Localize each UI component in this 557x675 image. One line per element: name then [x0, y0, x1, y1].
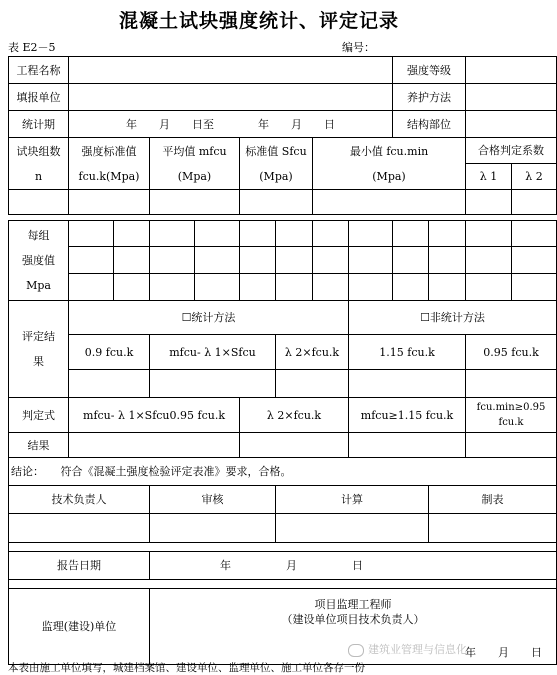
- evaluation-1: 评定结: [22, 330, 55, 343]
- label-report-date: 报告日期: [9, 552, 150, 580]
- field-curing-method[interactable]: [466, 84, 557, 111]
- row-supervision: [9, 589, 557, 665]
- label-group-count: [9, 138, 69, 190]
- form-code: 表 E2－5: [8, 41, 56, 54]
- label-formula: 判定式: [9, 398, 69, 433]
- watermark: 建筑业管理与信息化: [348, 641, 467, 657]
- row-eval-methods: [9, 301, 557, 335]
- field-reporting-unit[interactable]: [69, 84, 393, 111]
- eval-1.15fcuk: 1.15 fcu.k: [349, 335, 466, 370]
- row-eval-values: [9, 370, 557, 398]
- strength-each-1: 每组: [27, 229, 50, 242]
- group-count-text: 试块组数: [16, 144, 61, 158]
- strength-each-3: Mpa: [26, 279, 51, 292]
- std-value-unit: fcu.k(Mpa): [78, 169, 140, 183]
- supervisor-line-1: 项目监理工程师: [314, 598, 392, 611]
- nonstat-method-checkbox[interactable]: ☐非统计方法: [349, 301, 557, 335]
- field-structure-part[interactable]: [466, 111, 557, 138]
- value-lambda2[interactable]: [512, 190, 557, 215]
- row-report-date: [9, 552, 557, 580]
- field-review[interactable]: [150, 514, 276, 543]
- label-review: 审核: [150, 486, 276, 514]
- eval-0.95fcuk: 0.95 fcu.k: [466, 335, 557, 370]
- field-report-date[interactable]: 年 月 日: [150, 552, 557, 580]
- label-supervision-unit: 监理(建设)单位: [9, 589, 150, 665]
- formula-1: mfcu- λ 1×Sfcu0.95 fcu.k: [69, 398, 240, 433]
- label-lambda2: λ 2: [512, 164, 557, 190]
- stat-method-checkbox[interactable]: ☐统计方法: [69, 301, 349, 335]
- row-result: [9, 433, 557, 458]
- value-std[interactable]: [69, 190, 150, 215]
- label-strength-each: [9, 221, 69, 301]
- label-structure-part: 结构部位: [393, 111, 466, 138]
- label-reporting-unit: 填报单位: [9, 84, 69, 111]
- evaluation-2: 果: [33, 355, 44, 368]
- field-project-name[interactable]: [69, 57, 393, 84]
- min-value-text: 最小值 fcu.min: [349, 144, 429, 158]
- row-signatures: [9, 486, 557, 514]
- wechat-icon: [348, 644, 364, 657]
- field-tech-lead[interactable]: [9, 514, 150, 543]
- field-strength-grade[interactable]: [466, 57, 557, 84]
- field-stat-period[interactable]: 年 月 日至 年 月 日: [69, 111, 393, 138]
- label-lambda1: λ 1: [466, 164, 512, 190]
- formula-2: λ 2×fcu.k: [240, 398, 349, 433]
- row-strength-2: [9, 247, 557, 274]
- value-sd[interactable]: [240, 190, 313, 215]
- eval-l2fcuk: λ 2×fcu.k: [276, 335, 349, 370]
- value-lambda1[interactable]: [466, 190, 512, 215]
- row-conclusion: [9, 458, 557, 486]
- row-strength-3: [9, 274, 557, 301]
- row-reporting: [9, 84, 557, 111]
- label-curing-method: 养护方法: [393, 84, 466, 111]
- label-mean-value: [150, 138, 240, 190]
- row-stat-header: [9, 138, 557, 164]
- form-title: 混凝土试块强度统计、评定记录: [118, 10, 399, 32]
- label-min-value: [313, 138, 466, 190]
- supervisor-line-2: （建设单位项目技术负责人）: [281, 613, 425, 626]
- footer-note: 本表由施工单位填写，城建档案馆、建设单位、监理单位、施工单位各存一份: [8, 662, 365, 674]
- record-table: [8, 56, 557, 665]
- label-result: 结果: [9, 433, 69, 458]
- row-gap: [9, 543, 557, 552]
- sign-date: 年 月 日: [465, 646, 542, 659]
- value-min[interactable]: [313, 190, 466, 215]
- field-prepared[interactable]: [429, 514, 557, 543]
- label-tech-lead: 技术负责人: [9, 486, 150, 514]
- label-prepared: 制表: [429, 486, 557, 514]
- value-n[interactable]: [9, 190, 69, 215]
- label-std-value: [69, 138, 150, 190]
- min-value-unit: (Mpa): [372, 169, 406, 183]
- conclusion: 结论： 符合《混凝土强度检验评定表准》要求，合格。: [9, 458, 557, 486]
- std-value-text: 强度标准值: [81, 144, 137, 158]
- field-calc[interactable]: [276, 514, 429, 543]
- label-stat-period: 统计期: [9, 111, 69, 138]
- std-dev-unit: (Mpa): [259, 169, 293, 183]
- eval-0.9fcuk: 0.9 fcu.k: [69, 335, 150, 370]
- row-signature-fields: [9, 514, 557, 543]
- formula-4: fcu.min≥0.95 fcu.k: [466, 398, 557, 433]
- strength-each-2: 强度值: [22, 254, 55, 267]
- group-n: n: [34, 169, 43, 183]
- value-mean[interactable]: [150, 190, 240, 215]
- label-evaluation: [9, 301, 69, 398]
- label-project-name: 工程名称: [9, 57, 69, 84]
- row-strength-1: [9, 221, 557, 247]
- label-std-dev: [240, 138, 313, 190]
- mean-value-text: 平均值 mfcu: [162, 144, 227, 158]
- eval-mfcu-l1sfcu: mfcu- λ 1×Sfcu: [150, 335, 276, 370]
- row-period: [9, 111, 557, 138]
- label-strength-grade: 强度等级: [393, 57, 466, 84]
- row-judgement: [9, 398, 557, 433]
- number-label: 编号：: [342, 41, 375, 54]
- mean-value-unit: (Mpa): [177, 169, 212, 183]
- std-dev-text: 标准值 Sfcu: [245, 144, 307, 158]
- label-calc: 计算: [276, 486, 429, 514]
- label-coef: 合格判定系数: [466, 138, 557, 164]
- row-eval-formulas: [9, 335, 557, 370]
- row-project: [9, 57, 557, 84]
- row-stat-values: [9, 190, 557, 215]
- row-gap-2: [9, 580, 557, 589]
- formula-3: mfcu≥1.15 fcu.k: [349, 398, 466, 433]
